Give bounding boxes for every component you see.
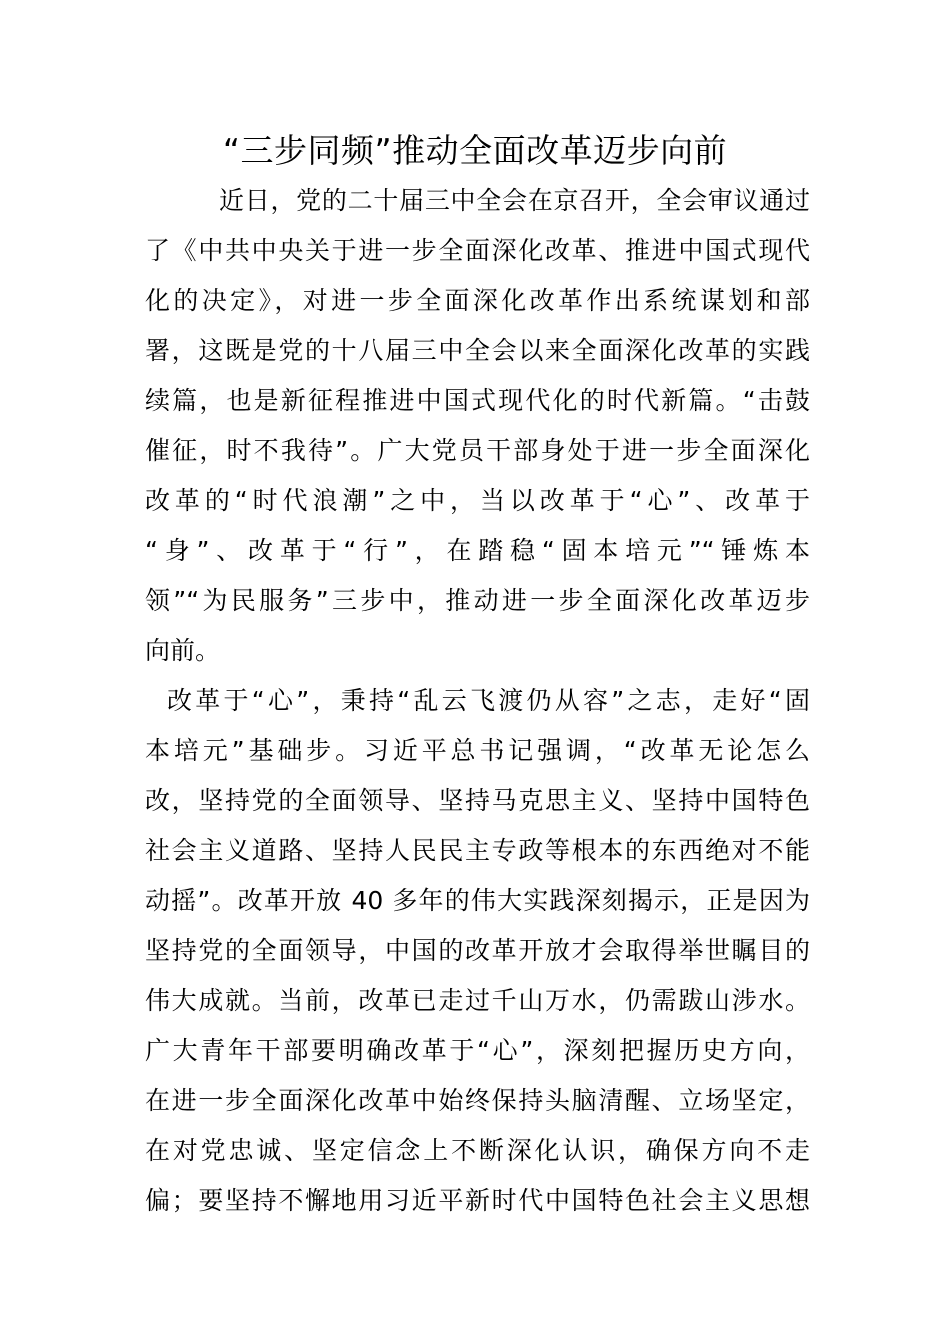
paragraph-2-line: 社会主义道路、坚持人民民主专政等根本的东西绝对不能 (145, 836, 810, 865)
paragraph-2-line: 伟大成就。当前，改革已走过千山万水，仍需跋山涉水。 (145, 986, 810, 1015)
paragraph-1-line: 近日，党的二十届三中全会在京召开，全会审议通过 (219, 186, 810, 215)
paragraph-2-line: 在进一步全面深化改革中始终保持头脑清醒、立场坚定， (145, 1086, 810, 1115)
paragraph-1-line: 领”“为民服务”三步中，推动进一步全面深化改革迈步 (145, 586, 810, 615)
paragraph-1-line: “身”、改革于“行”，在踏稳“固本培元”“锤炼本 (145, 536, 810, 565)
paragraph-1-line: 改革的“时代浪潮”之中，当以改革于“心”、改革于 (145, 486, 810, 515)
paragraph-1-line: 向前。 (145, 636, 221, 665)
paragraph-2-line: 偏；要坚持不懈地用习近平新时代中国特色社会主义思想 (145, 1186, 810, 1215)
document-title: “三步同频”推动全面改革迈步向前 (222, 131, 728, 170)
paragraph-2-line: 动摇”。改革开放 40 多年的伟大实践深刻揭示，正是因为 (145, 886, 810, 915)
paragraph-2-line: 改革于“心”，秉持“乱云飞渡仍从容”之志，走好“固 (167, 686, 810, 715)
paragraph-1-line: 催征，时不我待”。广大党员干部身处于进一步全面深化 (145, 436, 810, 465)
paragraph-1-line: 续篇，也是新征程推进中国式现代化的时代新篇。“击鼓 (145, 386, 810, 415)
paragraph-2-line: 改，坚持党的全面领导、坚持马克思主义、坚持中国特色 (145, 786, 810, 815)
paragraph-2-line: 广大青年干部要明确改革于“心”，深刻把握历史方向， (145, 1036, 810, 1065)
paragraph-1-line: 了《中共中央关于进一步全面深化改革、推进中国式现代 (145, 236, 810, 265)
paragraph-1-line: 署，这既是党的十八届三中全会以来全面深化改革的实践 (145, 336, 810, 365)
paragraph-2-line: 坚持党的全面领导，中国的改革开放才会取得举世瞩目的 (145, 936, 810, 965)
paragraph-2-line: 本培元”基础步。习近平总书记强调，“改革无论怎么 (145, 736, 810, 765)
paragraph-1-line: 化的决定》，对进一步全面深化改革作出系统谋划和部 (145, 286, 810, 315)
paragraph-2-line: 在对党忠诚、坚定信念上不断深化认识，确保方向不走 (145, 1136, 810, 1165)
